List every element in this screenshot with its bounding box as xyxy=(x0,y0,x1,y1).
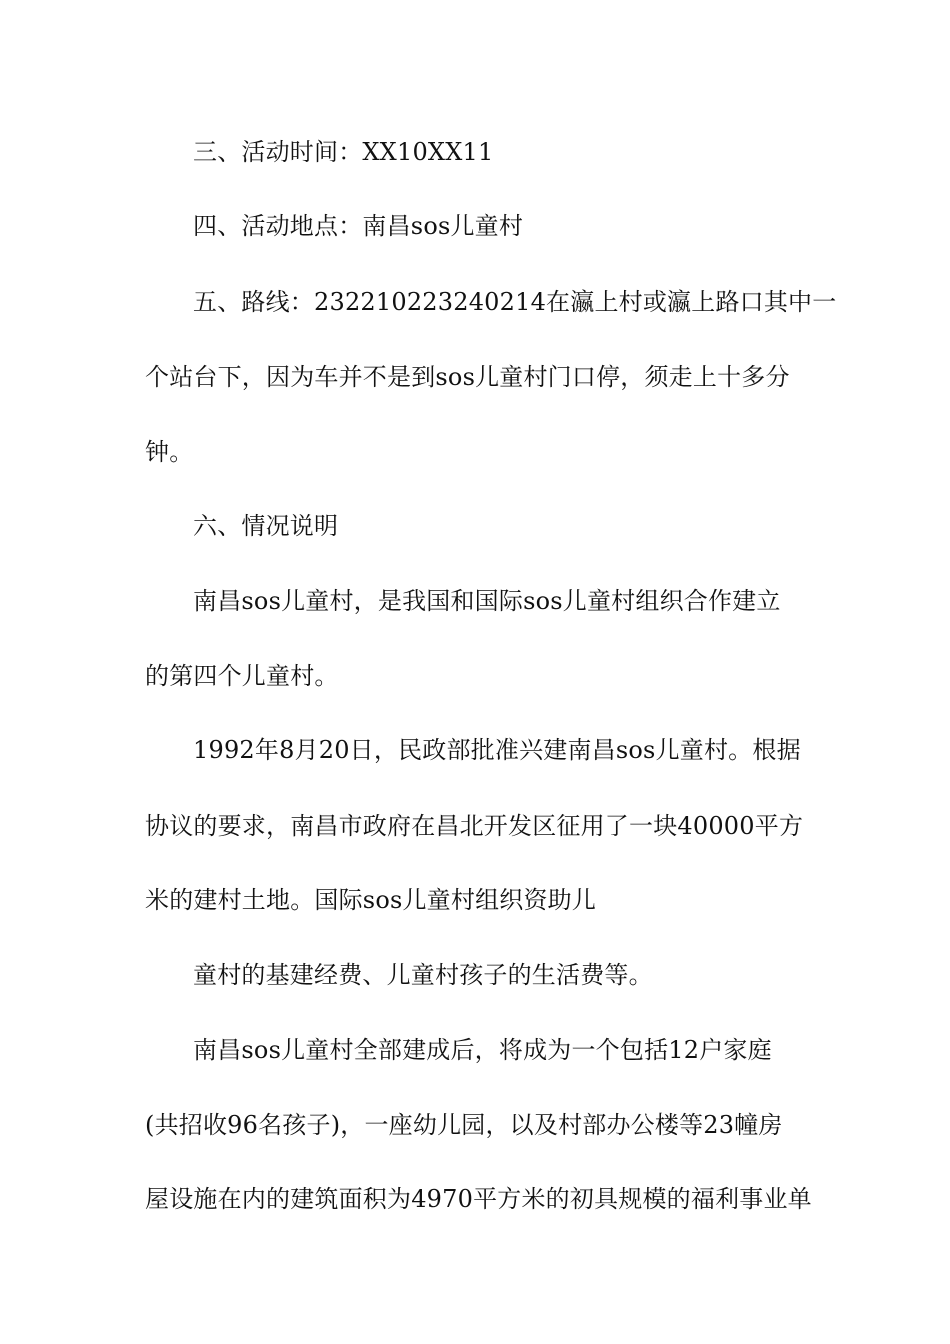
text-line-activity-location: 四、活动地点：南昌sos儿童村 xyxy=(193,212,524,240)
text-line-activity-time: 三、活动时间：XX10XX11 xyxy=(193,138,494,166)
text-line: 屋设施在内的建筑面积为4970平方米的初具规模的福利事业单 xyxy=(145,1185,812,1213)
text-line-route-end: 钟。 xyxy=(145,438,194,466)
section-heading-situation: 六、情况说明 xyxy=(193,512,339,540)
text-line: 童村的基建经费、儿童村孩子的生活费等。 xyxy=(193,961,653,989)
text-line: 协议的要求，南昌市政府在昌北开发区征用了一块40000平方 xyxy=(145,812,804,840)
text-line: 的第四个儿童村。 xyxy=(145,662,339,690)
text-line: 南昌sos儿童村全部建成后，将成为一个包括12户家庭 xyxy=(193,1036,772,1064)
text-line: 米的建村土地。国际sos儿童村组织资助儿 xyxy=(145,886,597,914)
text-line: 1992年8月20日，民政部批准兴建南昌sos儿童村。根据 xyxy=(193,736,801,764)
text-line-route: 五、路线：232210223240214在瀛上村或瀛上路口其中一 xyxy=(193,288,837,316)
text-line: (共招收96名孩子)，一座幼儿园，以及村部办公楼等23幢房 xyxy=(145,1111,783,1139)
text-line-route-cont: 个站台下，因为车并不是到sos儿童村门口停，须走上十多分 xyxy=(145,363,790,391)
text-line: 南昌sos儿童村，是我国和国际sos儿童村组织合作建立 xyxy=(193,587,781,615)
